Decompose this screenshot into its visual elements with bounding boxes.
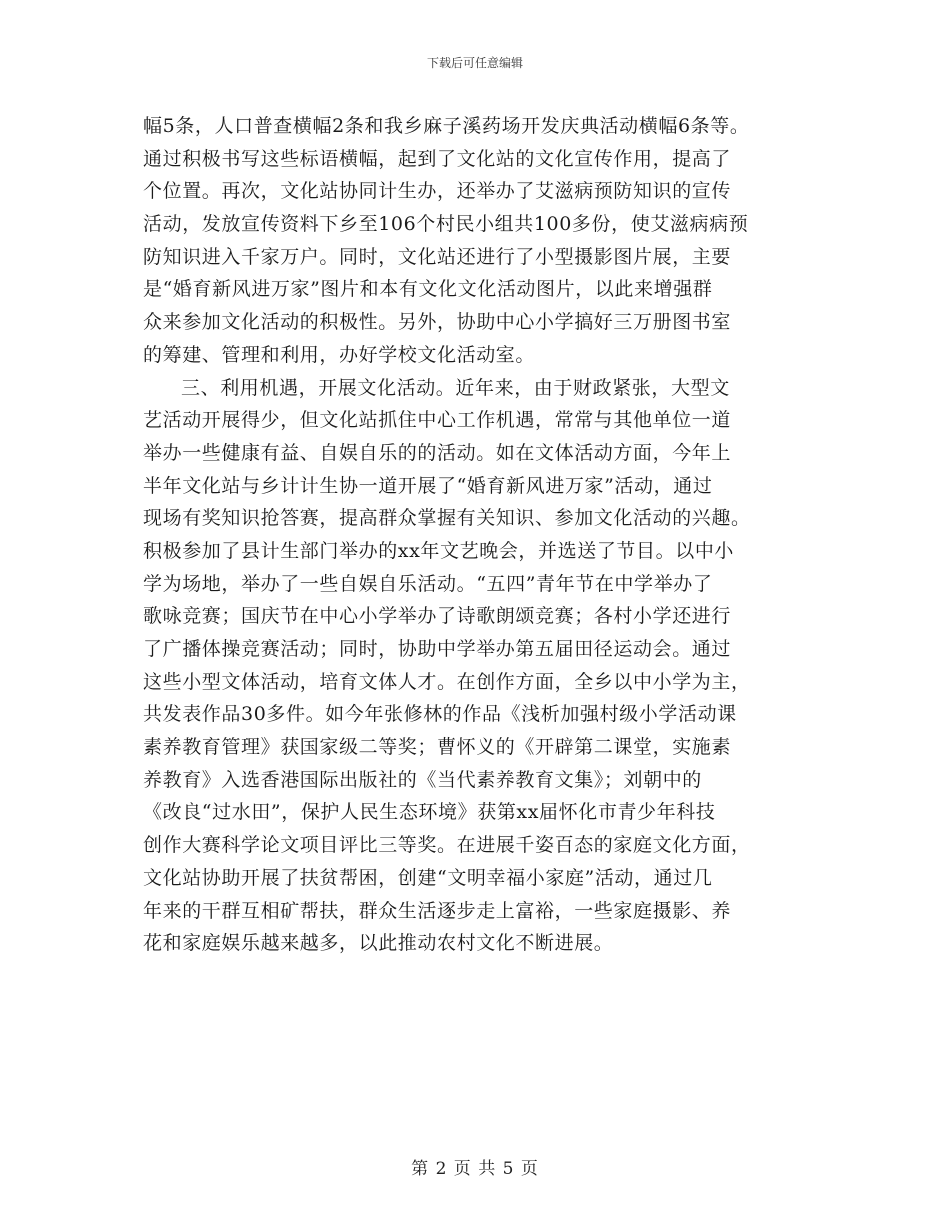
body-line: 花和家庭娱乐越来越多，以此推动农村文化不断进展。 (143, 932, 614, 955)
body-line: 个位置。再次，文化站协同计生办，还举办了艾滋病预防知识的宣传 (143, 180, 732, 203)
body-line: 创作大赛科学论文项目评比三等奖。在进展千姿百态的家庭文化方面， (143, 834, 751, 857)
body-line: 举办一些健康有益、自娱自乐的的活动。如在文体活动方面，今年上 (143, 441, 732, 464)
body-line: 半年文化站与乡计计生协一道开展了“婚育新风进万家”活动，通过 (143, 474, 713, 497)
body-line: 幅5条，人口普查横幅2条和我乡麻子溪药场开发庆典活动横幅6条等。 (143, 115, 750, 137)
body-line: 共发表作品30多件。如今年张修林的作品《浅析加强村级小学活动课 (143, 703, 737, 726)
body-line: 防知识进入千家万户。同时，文化站还进行了小型摄影图片展，主要 (143, 245, 732, 268)
body-line: 的筹建、管理和利用，办好学校文化活动室。 (143, 343, 536, 366)
body-line: 素养教育管理》获国家级二等奖；曹怀义的《开辟第二课堂，实施素 (143, 736, 732, 759)
paragraph-start-line: 三、利用机遇，开展文化活动。近年来，由于财政紧张，大型文 (181, 376, 730, 399)
body-line: 文化站协助开展了扶贫帮困，创建“文明幸福小家庭”活动，通过几 (143, 866, 713, 889)
body-line: 学为场地，举办了一些自娱自乐活动。“五四”青年节在中学举办了 (143, 572, 713, 595)
body-line: 这些小型文体活动，培育文体人才。在创作方面，全乡以中小学为主， (143, 670, 751, 693)
body-line: 积极参加了县计生部门举办的xx年文艺晚会，并选送了节目。以中小 (143, 539, 735, 562)
body-line: 养教育》入选香港国际出版社的《当代素养教育文集》；刘朝中的 (143, 768, 702, 791)
body-line: 活动，发放宣传资料下乡至106个村民小组共100多份，使艾滋病病预 (143, 213, 749, 236)
body-line: 年来的干群互相矿帮扶，群众生活逐步走上富裕，一些家庭摄影、养 (143, 899, 732, 922)
body-line: 歌咏竞赛；国庆节在中心小学举办了诗歌朗颂竞赛；各村小学还进行 (143, 605, 732, 628)
page-number: 第 2 页 共 5 页 (411, 1159, 539, 1179)
body-line: 通过积极书写这些标语横幅，起到了文化站的文化宣传作用，提高了 (143, 147, 732, 170)
body-line: 现场有奖知识抢答赛，提高群众掌握有关知识、参加文化活动的兴趣。 (143, 507, 751, 530)
body-line: 众来参加文化活动的积极性。另外，协助中心小学搞好三万册图书室 (143, 311, 732, 334)
page-header-note: 下载后可任意编辑 (426, 56, 523, 70)
body-line: 《改良“过水田”，保护人民生态环境》获第xx届怀化市青少年科技 (143, 801, 716, 824)
body-line: 艺活动开展得少，但文化站抓住中心工作机遇，常常与其他单位一道 (143, 409, 732, 432)
body-line: 了广播体操竞赛活动；同时，协助中学举办第五届田径运动会。通过 (143, 638, 732, 660)
body-line: 是“婚育新风进万家”图片和本有文化文化活动图片，以此来增强群 (143, 278, 713, 301)
document-body (143, 110, 823, 960)
